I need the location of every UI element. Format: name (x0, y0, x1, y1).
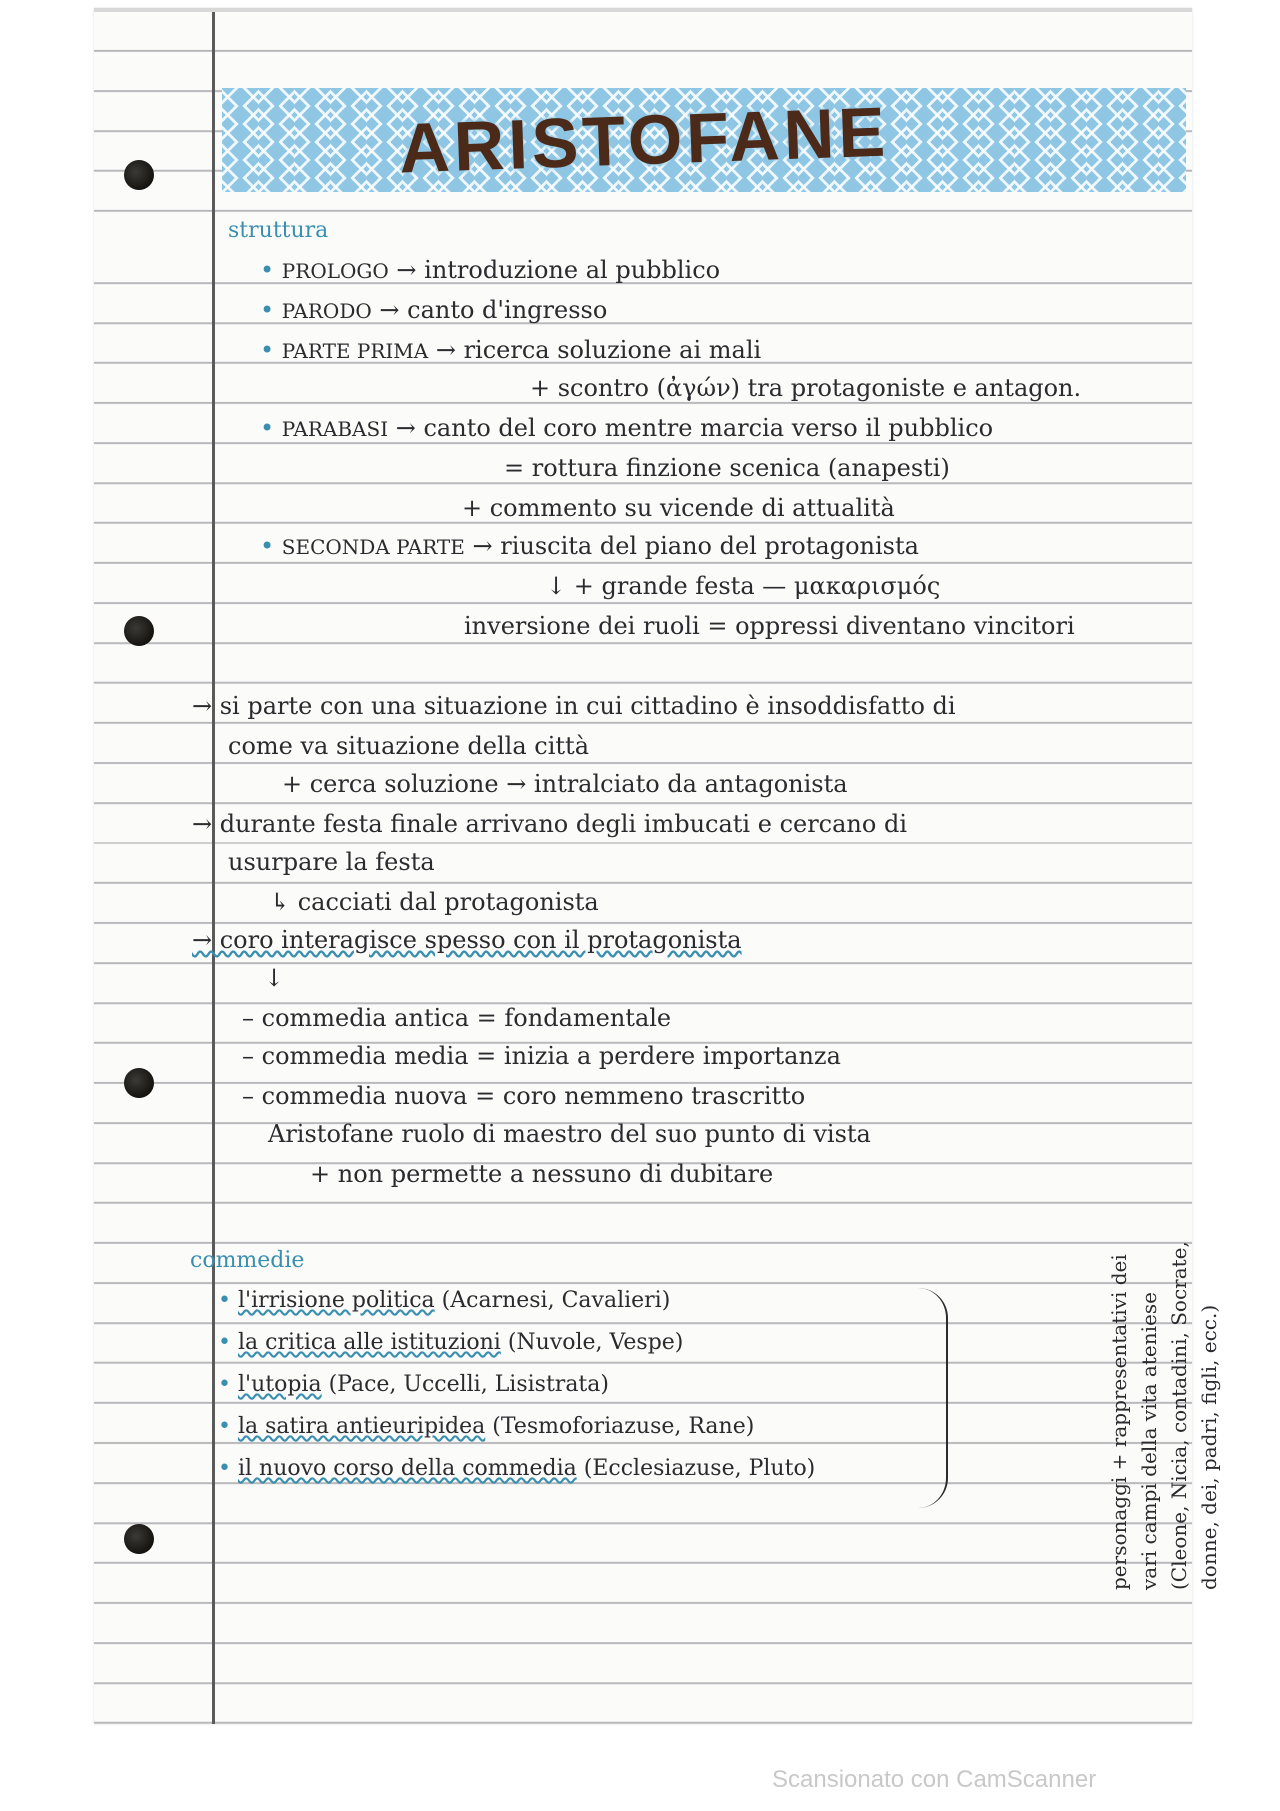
note-line: + cerca soluzione → intralciato da antagonista (282, 770, 848, 798)
comedy-item: • la critica alle istituzioni (Nuvole, Vespe) (218, 1330, 684, 1355)
comedy-item: • l'irrisione politica (Acarnesi, Cavalieri) (218, 1288, 671, 1313)
comedy-item: • la satira antieuripidea (Tesmoforiazuse, Rane) (218, 1414, 755, 1439)
section-heading-commedie: commedie (190, 1248, 305, 1273)
binder-hole (124, 1524, 154, 1554)
note-line: ↳ cacciati dal protagonista (270, 888, 599, 916)
comedy-item: • il nuovo corso della commedia (Ecclesiazuse, Pluto) (218, 1456, 816, 1481)
note-line: come va situazione della città (228, 732, 590, 760)
note-line: → durante festa finale arrivano degli imbucati e cercano di (192, 810, 908, 838)
notebook-page (94, 8, 1221, 1724)
structure-item: • PROLOGO → introduzione al pubblico (260, 256, 721, 284)
binder-hole (124, 616, 154, 646)
note-line: – commedia nuova = coro nemmeno trascritto (242, 1082, 806, 1110)
note-line: → si parte con una situazione in cui cittadino è insoddisfatto di (192, 692, 956, 720)
margin-line (212, 12, 215, 1724)
title-banner (222, 88, 1186, 192)
side-note: personaggi + rappresentativi dei vari campi della vita ateniese (Cleone, Nicia, contadini, Socrate, donne, dei, padri, figli, ecc.) (1107, 1241, 1221, 1590)
note-arrow: ↓ (264, 964, 285, 992)
structure-item: • SECONDA PARTE → riuscita del piano del protagonista (260, 532, 919, 560)
page-title: ARISTOFANE (397, 92, 891, 188)
note-line: Aristofane ruolo di maestro del suo punto di vista (268, 1120, 871, 1148)
note-line: → coro interagisce spesso con il protagonista (192, 926, 742, 954)
note-line: + non permette a nessuno di dubitare (310, 1160, 774, 1188)
note-line: – commedia media = inizia a perdere importanza (242, 1042, 841, 1070)
scanner-watermark: Scansionato con CamScanner (772, 1766, 1097, 1793)
curly-brace (916, 1288, 948, 1508)
structure-subitem: inversione dei ruoli = oppressi diventano vincitori (464, 612, 1075, 640)
structure-subitem: + scontro (ἀγών) tra protagoniste e antagon. (530, 374, 1082, 402)
comedy-item: • l'utopia (Pace, Uccelli, Lisistrata) (218, 1372, 609, 1397)
section-heading-struttura: struttura (228, 218, 329, 243)
structure-subitem: ↓ + grande festa — μακαρισμός (546, 572, 941, 600)
note-line: – commedia antica = fondamentale (242, 1004, 672, 1032)
binder-hole (124, 1068, 154, 1098)
structure-item: • PARABASI → canto del coro mentre marcia verso il pubblico (260, 414, 994, 442)
structure-subitem: = rottura finzione scenica (anapesti) (504, 454, 950, 482)
structure-item: • PARTE PRIMA → ricerca soluzione ai mali (260, 336, 762, 364)
structure-subitem: + commento su vicende di attualità (462, 494, 895, 522)
note-line: usurpare la festa (228, 848, 435, 876)
structure-item: • PARODO → canto d'ingresso (260, 296, 608, 324)
